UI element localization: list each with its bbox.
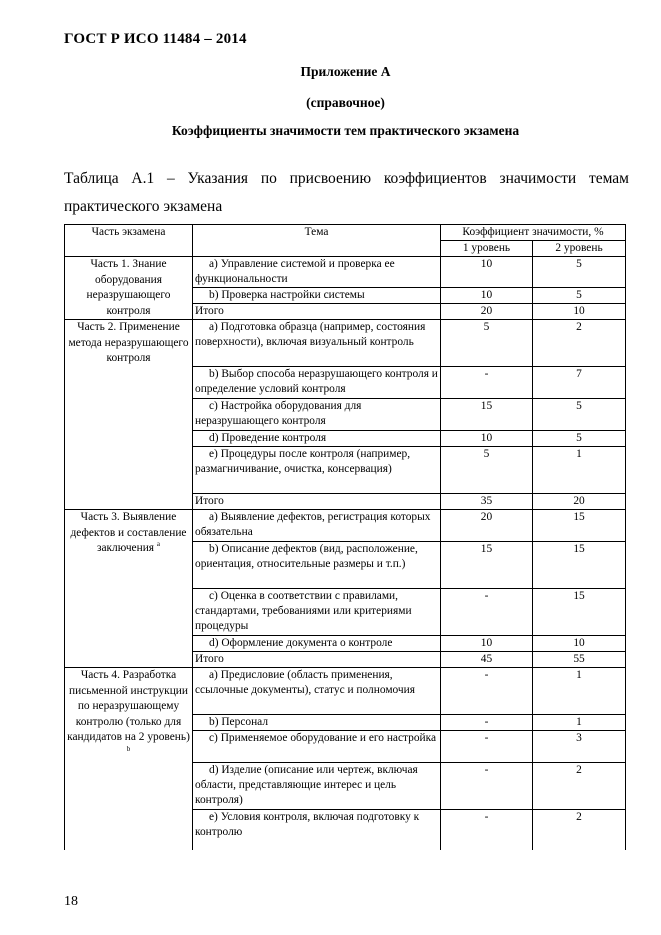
header-coefficient: Коэффициент значимости, % — [441, 225, 626, 241]
table-row — [65, 510, 626, 542]
header-level-2: 2 уровень — [533, 241, 626, 257]
topic-cell: а) Предисловие (область применения, ссылочные документы), статус и полномочия — [193, 668, 441, 715]
topic-cell: b) Проверка настройки системы — [193, 288, 441, 304]
topic-cell: b) Персонал — [193, 715, 441, 731]
level-1-value: 10 — [441, 636, 533, 652]
level-2-value: 15 — [533, 589, 626, 636]
level-2-value: 5 — [533, 288, 626, 304]
table-body — [65, 225, 626, 850]
level-1-value: - — [441, 367, 533, 399]
topic-cell: e) Процедуры после контроля (например, размагничивание, очистка, консервация) — [193, 447, 441, 494]
footnote-marker: а — [156, 540, 161, 549]
table-caption: Таблица А.1 – Указания по присвоению коэффициентов значимости темам практического экзамена — [64, 170, 629, 215]
exam-part-cell — [65, 320, 193, 510]
level-1-value: 10 — [441, 431, 533, 447]
document-header: ГОСТ Р ИСО 11484 – 2014 — [64, 31, 247, 47]
table-row — [65, 257, 626, 288]
total-label: Итого — [193, 652, 441, 668]
appendix-title: Приложение А — [300, 64, 391, 79]
level-1-value: - — [441, 763, 533, 810]
coefficients-table — [64, 224, 626, 850]
level-1-value: - — [441, 731, 533, 763]
topic-cell: а) Выявление дефектов, регистрация которых обязательна — [193, 510, 441, 542]
header-topic: Тема — [193, 225, 441, 257]
exam-part-cell — [65, 668, 193, 850]
level-2-value: 15 — [533, 542, 626, 589]
topic-cell: d) Оформление документа о контроле — [193, 636, 441, 652]
level-2-value: 5 — [533, 399, 626, 431]
topic-cell: b) Описание дефектов (вид, расположение, ориентация, относительные размеры и т.п.) — [193, 542, 441, 589]
level-1-value: 10 — [441, 257, 533, 288]
level-2-value: 5 — [533, 257, 626, 288]
topic-cell: c) Оценка в соответствии с правилами, стандартами, требованиями или критериями процедуры — [193, 589, 441, 636]
topic-cell: c) Применяемое оборудование и его настройка — [193, 731, 441, 763]
level-1-value: 15 — [441, 399, 533, 431]
total-label: Итого — [193, 304, 441, 320]
level-2-value: 55 — [533, 652, 626, 668]
level-2-value: 10 — [533, 304, 626, 320]
topic-cell: d) Проведение контроля — [193, 431, 441, 447]
level-2-value: 1 — [533, 447, 626, 494]
topic-cell: b) Выбор способа неразрушающего контроля и определение условий контроля — [193, 367, 441, 399]
level-1-value: - — [441, 810, 533, 850]
level-1-value: 15 — [441, 542, 533, 589]
level-1-value: - — [441, 715, 533, 731]
total-label: Итого — [193, 494, 441, 510]
level-2-value: 20 — [533, 494, 626, 510]
level-2-value: 1 — [533, 668, 626, 715]
level-1-value: 5 — [441, 320, 533, 367]
exam-part-name: Часть 3. Выявление дефектов и составление заключения — [70, 511, 187, 554]
level-2-value: 1 — [533, 715, 626, 731]
exam-part-cell — [65, 257, 193, 320]
level-1-value: 20 — [441, 304, 533, 320]
header-part: Часть экзамена — [65, 225, 193, 257]
level-2-value: 3 — [533, 731, 626, 763]
level-2-value: 2 — [533, 810, 626, 850]
header-level-1: 1 уровень — [441, 241, 533, 257]
level-2-value: 7 — [533, 367, 626, 399]
table-row — [65, 668, 626, 715]
appendix-heading: Коэффициенты значимости тем практического экзамена — [171, 123, 520, 138]
level-1-value: - — [441, 668, 533, 715]
level-2-value: 15 — [533, 510, 626, 542]
level-2-value: 10 — [533, 636, 626, 652]
topic-cell: а) Управление системой и проверка ее функциональности — [193, 257, 441, 288]
table-row — [65, 320, 626, 367]
topic-cell: e) Условия контроля, включая подготовку к контролю — [193, 810, 441, 850]
topic-cell: а) Подготовка образца (например, состояния поверхности), включая визуальный контроль — [193, 320, 441, 367]
exam-part-name: Часть 2. Применение метода неразрушающего контроля — [68, 321, 189, 364]
level-1-value: 10 — [441, 288, 533, 304]
topic-cell: c) Настройка оборудования для неразрушающего контроля — [193, 399, 441, 431]
level-1-value: 35 — [441, 494, 533, 510]
level-1-value: 45 — [441, 652, 533, 668]
page-number: 18 — [64, 894, 78, 909]
level-1-value: 20 — [441, 510, 533, 542]
level-1-value: 5 — [441, 447, 533, 494]
level-2-value: 5 — [533, 431, 626, 447]
level-2-value: 2 — [533, 320, 626, 367]
appendix-subtitle: (справочное) — [306, 95, 385, 110]
exam-part-name: Часть 4. Разработка письменной инструкции по неразрушающему контролю (только для кандидатов на 2 уровень) — [67, 669, 190, 743]
topic-cell: d) Изделие (описание или чертеж, включая области, представляющие интерес и цель контроля) — [193, 763, 441, 810]
footnote-marker: b — [126, 744, 131, 753]
exam-part-cell — [65, 510, 193, 668]
level-1-value: - — [441, 589, 533, 636]
level-2-value: 2 — [533, 763, 626, 810]
exam-part-name: Часть 1. Знание оборудования неразрушающего контроля — [86, 258, 171, 317]
